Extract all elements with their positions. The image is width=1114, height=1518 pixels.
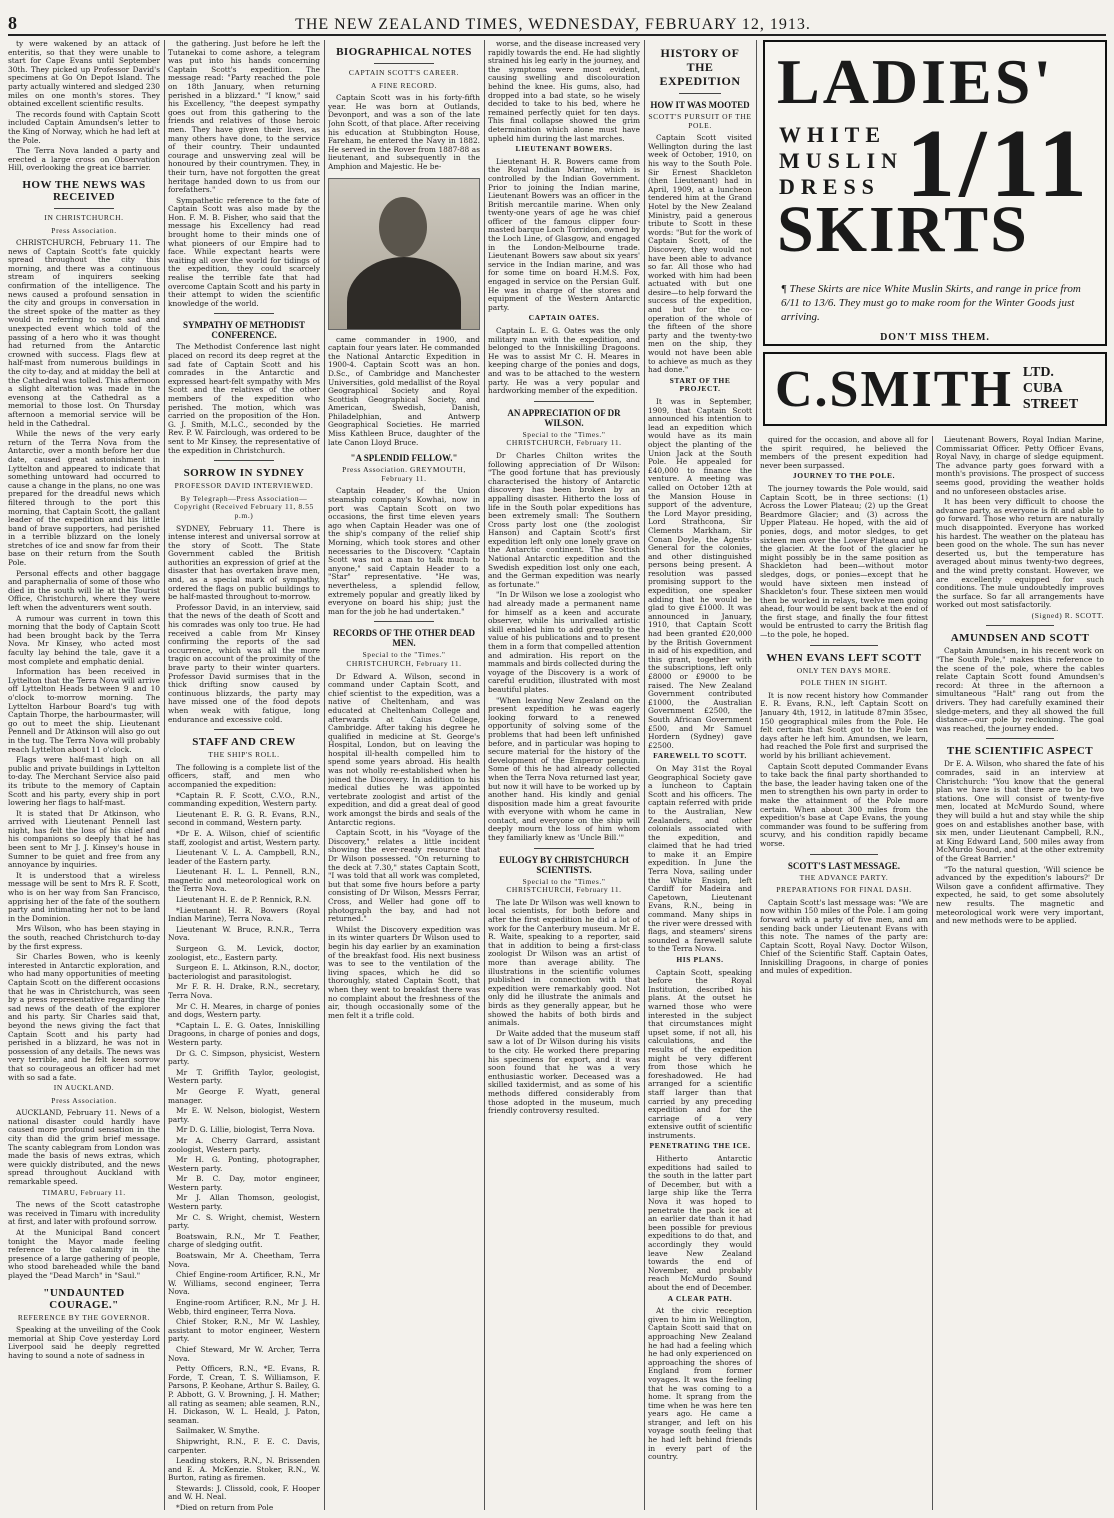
article-text: Captain Amundsen, in his recent work on "The South Pole," makes this reference to the scene of the pole, where the cables relate Captain Scott found Amundsen's record: At three in the afternoon a simultaneous "Halt" rang out from the drivers. They had carefully examined their sledge-meters, and they all showed the full distance—our pole by reckoning. The goal was reached, the journey ended. bbox=[936, 646, 1104, 733]
divider bbox=[54, 208, 115, 209]
crew-entry: Lieutenant V. L. A. Campbell, R.N., leader of the Eastern party. bbox=[168, 848, 320, 866]
headline-splendid-fellow: "A SPLENDID FELLOW." bbox=[350, 453, 458, 464]
subhead: PREPARATIONS FOR FINAL DASH. bbox=[776, 885, 912, 895]
crew-entry: Surgeon G. M. Levick, doctor, zoologist, etc., Eastern party. bbox=[168, 944, 320, 962]
headline-biographical-notes: BIOGRAPHICAL NOTES bbox=[336, 46, 472, 58]
subhead: JOURNEY TO THE POLE. bbox=[792, 471, 896, 481]
headline-appreciation-wilson: AN APPRECIATION OF DR WILSON. bbox=[507, 407, 621, 428]
ad-line-muslin: MUSLIN bbox=[779, 148, 904, 173]
subhead: A FINE RECORD. bbox=[370, 80, 438, 90]
article-text: Sir Charles Bowen, who is keenly interested in Antarctic exploration, and who had many opportunities of meeting Captain Scott on the different occasions that he was in Christchurch, was seen by a press representative regarding the sad news of the death of the explorer and his party. Sir Charles said that, beyond the news giving the fact that Captain Scott and his party had perished in a blizzard, he was not in possession of any details. The news was very terrible, and he felt keen sorrow that so courageous an officer had met with so sad a fate. bbox=[8, 952, 160, 1082]
crew-entry: Leading stokers, R.N., N. Brissenden and E. A. McKenzie. Stoker, R.N., W. Burton, rating as firemen. bbox=[168, 1456, 320, 1483]
article-text: Information has been received in Lyttelton that the Terra Nova will arrive off Lyttelton Heads between 9 and 10 o'clock to-morrow morning. The Lyttelton Harbour Board's tug with Captain Thorpe, the harbourmaster, will go out to meet the ship. Lieutenant Pennell and Dr Atkinson will also go out in the tug. The Terra Nova will probably reach Lyttelton about 11 o'clock. bbox=[8, 667, 160, 754]
column-rule bbox=[932, 436, 933, 1510]
crew-entry: *Captain L. E. G. Oates, Inniskilling Dragoons, in charge of ponies and dogs, Western party. bbox=[168, 1020, 320, 1047]
article-text: It was in September, 1909, that Captain Scott announced his intention to lead an expedition which would have as its main object the planting of the Union Jack at the South Pole. He appealed for £40,000 to finance the venture. A meeting was called on October 12th at the Mansion House in support of the adventure, the Lord Mayor presiding, Lord Strathcona, Sir Clements Markham, Sir Conan Doyle, the Agents-General for the colonies, and other distinguished persons being present. A resolution was passed promising support to the expedition, one speaker adding that he would be glad to give £1000. It was announced in January, 1910, that Captain Scott had been granted £20,000 by the British Government in aid of his expedition, and this grant, together with the subscriptions, left only £8000 or £9000 to be raised. The New Zealand Government contributed £1000, the Australian Government £2500, the South African Government £500, and Mr Samuel Hordern (Sydney) gave £2500. bbox=[648, 397, 752, 750]
article-text: It has been very difficult to choose the advance party, as everyone is fit and able to go forward. Those who return are naturally much disappointed. Everyone has worked his hardest. The weather on the plateau has been good on the whole. The sun has never deserted us, but the temperature has averaged about minus twenty-two degrees, and the wind pretty constant. However, we are excellently equipped for such conditions. The mule undoubtedly improves the surface. So far all arrangements have worked out most satisfactorily. bbox=[936, 497, 1104, 610]
article-text: Captain Scott's last message was: "We are now within 150 miles of the Pole. I am going forward with a party of five men, and am sending back under Lieutenant Evans with this note. The names of the party are: Captain Scott, Royal Navy. Doctor Wilson, Chief of the Scientific Staff. Captain Oates, Inniskilling Dragoons, in charge of ponies and mules of expedition. bbox=[760, 897, 928, 976]
article-text: It is stated that Dr Atkinson, who arrived with Lieutenant Pennell last night, has felt the loss of his chief and his companions so deeply that he has been sent to Mr J. J. Kinsey's house in Sumner to be quiet and free from any annoyance by inquiries. bbox=[8, 808, 160, 870]
headline-other-dead-men: RECORDS OF THE OTHER DEAD MEN. bbox=[332, 628, 476, 649]
article-text: It is understood that a wireless message will be sent to Mrs R. F. Scott, who is on her way from San Francisco, apprising her of the fate of the southern party and intimating her not to be land in the Dominion. bbox=[8, 870, 160, 923]
byline: Special to the "Times." CHRISTCHURCH, February 11. bbox=[506, 876, 622, 895]
ad-store-street-2: STREET bbox=[1022, 397, 1079, 412]
headline-evans-left-scott: WHEN EVANS LEFT SCOTT bbox=[766, 651, 922, 664]
article-text: While the news of the very early return of the Terra Nova from the Antarctic, over a month before her due date, caused great astonishment in Lyttelton and appeared to indicate that something untoward had occurred to cause a change in the plans, no one was prepared for the dreadful news which filtered through to the port this morning, that Captain Scott, the gallant leader of the expedition and his little band of brave supporters, had perished in a terrible blizzard on the lonely stretches of ice and snow far from their base on their return from the South Pole. bbox=[8, 429, 160, 568]
crew-entry: Mr J. Allan Thomson, geologist, Western party. bbox=[168, 1193, 320, 1212]
byline: Press Association. GREYMOUTH, February 11. bbox=[342, 465, 466, 483]
article-text: Captain Header, of the Union steamship company's Kowhai, now in port was Captain Scott on two occasions, the first time eleven years ago when Captain Header was one of the ship's company of the relief ship Morning, which took stores and other necessaries to the Discovery. "Captain Scott was not a man to talk much to anyone," said Captain Header to a "Star" representative. "He was, nevertheless, a splendid fellow, extremely popular and greatly liked by everyone on board his ship; just the man for the job he had undertaken." bbox=[328, 486, 480, 616]
article-text: Lieutenant H. R. Bowers came from the Royal Indian Marine, which is controlled by the Indian Government. Prior to joining the Indian marine, Lieutenant Bowers was an officer in the British mercantile marine. When only twenty-one years of age he was chief officer of the famous clipper four-masted barque Loch Torridon, owned by the Loch Line, of Glasgow, and engaged in the London-Melbourne trade. Lieutenant Bowers saw about six years' service in the Indian marine, and was for some time on board H.M.S. Fox, engaged in service on the Persian Gulf. He was in charge of the stores and equipment of the Western Antarctic party. bbox=[488, 156, 640, 312]
crew-entry: Mr C. S. Wright, chemist, Western party. bbox=[168, 1212, 320, 1231]
crew-entry: Mr H. G. Ponting, photographer, Western party. bbox=[168, 1155, 320, 1173]
crew-entry: Boatswain, Mr A. Cheetham, Terra Nova. bbox=[168, 1251, 320, 1269]
article-text: "To the natural question, 'Will science be advanced by the expedition's labours?' Dr Wilson gave a confident affirmative. They expected, he said, to get some absolutely new results. The magnetic and meteorological work were very important, and new methods were to be applied. bbox=[936, 864, 1104, 926]
article-text: The journey towards the Pole would, said Captain Scott, be in three sections: (1) Across the Lower Plateau; (2) up the Great Beardmore Glacier; and (3) across the Upper Plateau. He hoped, with the aid of ponies, dogs, and motor sledges, to get sixteen men over the Lower Plateau and up the glacier. At the foot of the glacier he might possibly be in the same position as Shackleton had been—without motor sledges, dogs, or ponies—except that he would have sixteen men instead of Shackleton's four. These sixteen men would then be worked in relays, twelve men going ahead, four would be sent back at the end of the first stage, and finally the four fittest would be entrusted to carry the British flag—to the pole, he hoped. bbox=[760, 483, 928, 640]
ad-tagline: DON'T MISS THEM. bbox=[880, 332, 990, 343]
column-rule bbox=[756, 40, 757, 1510]
column-2 bbox=[168, 40, 320, 1510]
article-text: At the Municipal Band concert tonight the Mayor made feeling reference to the calamity in the presence of a large gathering of people, who stood bareheaded while the band played the "Dead March" in "Saul." bbox=[8, 1228, 160, 1280]
subhead: THE SHIP'S ROLL. bbox=[208, 750, 280, 760]
article-text: Dr Waite added that the museum staff saw a lot of Dr Wilson during his visits to the city. He worked there preparing his specimens for export, and it was soon found that he was a very enthusiastic worker. Deceased was a skilled taxidermist, and as some of his methods differed considerably from those adopted in the museum, much friendly controversy resulted. bbox=[488, 1028, 640, 1116]
subhead: REFERENCE BY THE GOVERNOR. bbox=[17, 1312, 151, 1322]
ad-store-name: C.SMITH bbox=[775, 360, 1013, 418]
crew-entry: Mr A. Cherry Garrard, assistant zoologist, Western party. bbox=[168, 1135, 320, 1154]
byline: By Telegraph—Press Association—Copyright (Received February 11, 8.55 p.m.) bbox=[174, 493, 314, 520]
headline-last-message: SCOTT'S LAST MESSAGE. bbox=[787, 860, 901, 871]
crew-entry: Mr George F. Wyatt, general manager. bbox=[168, 1086, 320, 1105]
subhead: CAPTAIN SCOTT'S CAREER. bbox=[348, 68, 460, 77]
subhead: POLE THEN IN SIGHT. bbox=[800, 678, 888, 688]
crew-entry: Stewards: J. Clissold, cook, F. Hooper and W. H. Neal. bbox=[168, 1483, 320, 1502]
column-7 bbox=[936, 436, 1104, 1510]
subhead: LIEUTENANT BOWERS. bbox=[515, 144, 613, 154]
article-text: The Methodist Conference last night placed on record its deep regret at the sad fate of Captain Scott and his comrades in the Antarctic and expressed heart-felt sympathy with Mrs Scott and the relatives of the other members of the expedition who perished. The motion, which was carried on the proposition of the Hon. G. J. Smith, M.L.C., seconded by the Rev. P. W. Fairclough, was ordered to be sent to Mr Kinsey, the representative of the expedition in Christchurch. bbox=[168, 342, 320, 455]
divider bbox=[214, 460, 275, 461]
article-text: Flags were half-mast high on all public and private buildings in Lyttelton to-day. The Merchant Service also paid its tribute to the memory of Captain Scott and his party, every ship in port lowering her flags to half-mast. bbox=[8, 755, 160, 808]
article-text: The following is a complete list of the officers, staff, and men who accompanied the expedition: bbox=[168, 762, 320, 789]
newspaper-title: THE NEW ZEALAND TIMES, WEDNESDAY, FEBRUARY 12, 1913. bbox=[295, 16, 811, 33]
crew-entry: Shipwright, R.N., F. E. C. Davis, carpenter. bbox=[168, 1436, 320, 1455]
byline: Press Association. bbox=[51, 225, 117, 235]
crew-entry: Sailmaker, W. Smythe. bbox=[176, 1426, 260, 1436]
ad-store-ltd: LTD. bbox=[1022, 365, 1054, 380]
crew-entry: Mr D. G. Lillie, biologist, Terra Nova. bbox=[176, 1125, 315, 1135]
subhead: SCOTT'S PURSUIT OF THE POLE. bbox=[648, 112, 752, 130]
crew-entry: *Lieutenant H. R. Bowers (Royal Indian Marine), Terra Nova. bbox=[168, 905, 320, 924]
crew-entry: Mr C. H. Meares, in charge of ponies and dogs, Western party. bbox=[168, 1001, 320, 1020]
divider bbox=[810, 854, 877, 855]
headline-staff-crew: STAFF AND CREW bbox=[192, 736, 296, 749]
crew-entry: Engine-room Artificer, R.N., Mr J. H. Webb, third engineer, Terra Nova. bbox=[168, 1298, 320, 1316]
divider bbox=[810, 645, 877, 646]
masthead bbox=[8, 8, 1106, 36]
signature: (Signed) R. SCOTT. bbox=[1031, 610, 1104, 620]
article-text: quired for the occasion, and above all for the spirit required, he believed the members of the present expedition had never been surpassed. bbox=[760, 436, 928, 470]
subhead: CAPTAIN OATES. bbox=[528, 313, 600, 323]
divider bbox=[534, 848, 595, 849]
ad-line-white: WHITE bbox=[779, 122, 887, 147]
article-text: "In Dr Wilson we lose a zoologist who had already made a permanent name for himself as a keen and accurate observer, while his unrivalled artistic skill enabled him to add greatly to the value of his publications and to present them in a form that compelled attention and admiration. His report on the mammals and birds collected during the voyage of the Discovery is a work of careful erudition, illustrated with most beautiful plates. bbox=[488, 590, 640, 694]
article-text: CHRISTCHURCH, February 11. The news of Captain Scott's fate quickly spread throughout the city this morning, and there was a continuous stream of inquirers seeking confirmation of the intelligence. The news caused a profound sensation in the city and groups in conversation in the street spoke of the matter as they would in referring to some sad and unexpected event which told of the passing of a hero who it was thought had returned from the Antarctic crowned with success. Flags flew at half-mast from numerous buildings in the city to-day, and at midday the bell at the Cathedral was tolled. This afternoon a slight alteration was made in the evensong at the Cathedral as a memorial to those lost. On Thursday afternoon a memorial service will be held in the Cathedral. bbox=[8, 238, 160, 428]
crew-entry: Dr G. C. Simpson, physicist, Western party. bbox=[168, 1048, 320, 1067]
headline-undaunted-courage: "UNDAUNTED COURAGE." bbox=[43, 1286, 125, 1311]
page-number: 8 bbox=[8, 13, 18, 33]
column-6 bbox=[760, 436, 928, 1510]
divider bbox=[214, 313, 275, 314]
article-text: Whilst the Discovery expedition was in its winter quarters Dr Wilson used to begin his day earlier by an examination of the breakfast food. His next business was to see to the ventilation of the living spaces, which he did so thoroughly, stated Captain Scott, that when they went to breakfast there was no complaint about the freshness of the air, though occasionally some of the men felt it a trifle cold. bbox=[328, 924, 480, 1020]
article-text: "When leaving New Zealand on the present expedition he was eagerly looking forward to a renewed opportunity of solving some of the problems that had been left unfinished before, and in particular was hoping to secure material for the history of the development of the Emperor penguin. Some of this he had already collected when the Terra Nova returned last year, but now it will have to be worked up by another hand. His kindly and genial disposition made him a great favourite with everyone with whom he came in contact, and everyone on the ship will deeply mourn the loss of him whom they familiarly knew as 'Uncle Bill.'" bbox=[488, 695, 640, 843]
crew-entry: Surgeon E. L. Atkinson, R.N., doctor, bacteriologist and parasitologist. bbox=[168, 963, 320, 981]
subhead: A CLEAR PATH. bbox=[667, 1293, 733, 1303]
article-text: The late Dr Wilson was well known to local scientists, for both before and after the first expedition he did a lot of work for the Canterbury museum. Mr E. R. Waite, speaking to a reporter, said that in addition to being a first-class zoologist Dr Wilson was an artist of more than average ability. The illustrations in the scientific volumes published in connection with that expedition were remarkably good. Not only did he illustrate the animals and birds as they generally appear, but he showed the habits of both birds and animals. bbox=[488, 897, 640, 1028]
crew-entry: *Captain R. F. Scott, C.V.O., R.N., commanding expedition, Western party. bbox=[168, 790, 320, 809]
ad-skirts: SKIRTS bbox=[777, 193, 1029, 266]
subhead: PROFESSOR DAVID INTERVIEWED. bbox=[174, 481, 314, 491]
column-rule bbox=[164, 40, 165, 1510]
article-text: Professor David, in an interview, said that the news of the death of Scott and his comrades was only too true. He had received a cable from Mr Kinsey confirming the reports of the sad occurrence, which was all the more tragic on account of the proximity of the brave party to their winter quarters. Professor David surmises that in the thick drifting snow caused by continuous blizzards, the party may have missed one of the food depots when weak with fatigue, long endurance and excessive cold. bbox=[168, 602, 320, 724]
article-text: Dr Edward A. Wilson, second in command under Captain Scott, and chief scientist to the expedition, was a native of Cheltenham, and was educated at Cheltenham College and afterwards at Caius College, Cambridge. After taking his degree he qualified in medicine at St. George's Hospital, London, but on leaving the hospital ill-health compelled him to spend some years abroad. His health was not wholly re-established when he joined the Discovery. In addition to his medical duties he was appointed vertebrate zoologist and artist of the expedition, and did a great deal of good work amongst the birds and seals of the Antarctic regions. bbox=[328, 671, 480, 827]
headline-amundsen-scott: AMUNDSEN AND SCOTT bbox=[950, 632, 1090, 645]
article-text: Captain Scott, speaking before the Royal Institution, described his plans. At the outset he warned those who were interested in the subject that circumstances might upset some, if not all, his calculations, and the results of the expedition might be very different from those which he foreshadowed. He had arranged for a scientific staff larger than that carried by any preceding expedition and for the carriage of a very extensive outfit of scientific instruments. bbox=[648, 967, 752, 1140]
crew-entry: Petty Officers, R.N., *E. Evans, R. Forde, T. Crean, T. S. Williamson, F. Parsons, P. Keohane, Arthur S. Bailey, G. P. Abbott, G. V. Browning, J. H. Mather; all rating as seamen; able seamen, R.N., H. Dickason, W. L. Heald, J. Paton, seaman. bbox=[168, 1364, 320, 1425]
ad-line-dress: DRESS bbox=[779, 174, 880, 199]
subhead: PENETRATING THE ICE. bbox=[649, 1141, 751, 1151]
ad-ladies-skirts bbox=[763, 40, 1107, 346]
column-rule bbox=[324, 40, 325, 1510]
column-3 bbox=[328, 40, 480, 1510]
subhead: IN CHRISTCHURCH. bbox=[44, 212, 124, 222]
article-text: Mrs Wilson, who has been staying in the south, reached Christchurch to-day by the first express. bbox=[8, 924, 160, 951]
subhead: THE ADVANCE PARTY. bbox=[799, 872, 889, 882]
crew-entry: Lieutenant W. Bruce, R.N.R., Terra Nova. bbox=[168, 924, 320, 943]
crew-entry: Mr T. Griffith Taylor, geologist, Western party. bbox=[168, 1067, 320, 1086]
column-rule bbox=[484, 40, 485, 1510]
article-text: On May 31st the Royal Geographical Society gave a luncheon to Captain Scott and his officers. The captain referred with pride to the Australian, New Zealanders, and other colonials associated with the expedition, and claimed that he had tried to make it an Empire expedition. In June the Terra Nova, sailing under the White Ensign, left Cardiff for Madeira and Capetown, Lieutenant Evans, R.N., being in command. Many ships in the river were dressed with flags, and steamers' sirens sounded a farewell salute to the Terra Nova. bbox=[648, 763, 752, 954]
column-rule bbox=[644, 40, 645, 1510]
article-text: A rumour was current in town this morning that the body of Captain Scott had been brought back by the Terra Nova. Mr Kinsey, who acted most faculty lay behind the tale, gave it a most complete and emphatic denial. bbox=[8, 613, 160, 666]
divider bbox=[214, 729, 275, 730]
divider bbox=[986, 738, 1053, 739]
article-text: worse, and the disease increased very rapidly towards the end. He had slightly strained his leg early in the journey, and the symptoms were most evident, causing swelling and discolouration behind the knee. His gums, also, had dropped into a bad state, so he wisely decided to take to his bed, where he remained perfectly quiet for ten days. This final collapse showed the grim determination which alone must have upheld him during the last marches. bbox=[488, 40, 640, 143]
crew-entry: Mr B. C. Day, motor engineer, Western party. bbox=[168, 1174, 320, 1192]
crew-entry: Lieutenant H. L. L. Pennell, R.N., magnetic and meteorological work on the Terra Nova. bbox=[168, 867, 320, 894]
crew-entry: Lieutenant H. E. de P. Rennick, R.N. bbox=[176, 895, 312, 905]
ad-blurb: ¶ These Skirts are nice White Muslin Skirts, and range in price from 6/11 to 13/6. They must go to make room for the Winter Goods just arriving. bbox=[781, 283, 1081, 323]
ad-store-address bbox=[1013, 365, 1078, 413]
headline-history-expedition: HISTORY OF THE EXPEDITION bbox=[659, 46, 741, 88]
headline-methodist: SYMPATHY OF METHODIST CONFERENCE. bbox=[182, 320, 305, 341]
article-text: At the civic reception given to him in Wellington, Captain Scott said that on approaching New Zealand he had had a feeling which he had only experienced on approaching the shores of England from former voyages. It was the feeling that he was coming to a home. It sprang from the time when he was here ten years ago. He came a stranger, and left on his voyage south feeling that he had left behind friends in every part of the country. bbox=[648, 1306, 752, 1462]
crew-entry: Chief Stoker, R.N., Mr W. Lashley, assistant to motor engineer, Western party. bbox=[168, 1317, 320, 1344]
crew-entry: Chief Engine-room Artificer, R.N., Mr W. Williams, second engineer, Terra Nova. bbox=[168, 1270, 320, 1297]
article-text: Dr E. A. Wilson, who shared the fate of his comrades, said in an interview at Christchurch: "You know that the general plan we have is that there are to be two stations. One will consist of twenty-five men, located at McMurdo Sound, where they will build a hut and stay while the ship goes on and establishes another base, with six men, under Lieutenant Campbell, R.N., at King Edward Land, 500 miles away from McMurdo Sound, and at the other extremity of the Great Barrier." bbox=[936, 759, 1104, 863]
article-text: AUCKLAND, February 11. News of a national disaster could hardly have caused more profound sensation in the city than did the grim brief message. The scanty cablegram from London was made the basis of news extras, which were quickly distributed, and the news spread throughout Auckland with remarkable speed. bbox=[8, 1108, 160, 1187]
article-text: Captain L. E. G. Oates was the only military man with the expedition, and belonged to the Inniskilling Dragoons. He was to assist Mr C. H. Meares in keeping charge of the ponies and dogs, and was to be attached to the western party. He was a very popular and hardworking member of the expedition. bbox=[488, 326, 640, 396]
ad-headline: LADIES' bbox=[777, 46, 1055, 117]
subhead: HIS PLANS. bbox=[676, 955, 724, 964]
article-text: The Terra Nova landed a party and erected a large cross on Observation Hill, overlooking the great ice barrier. bbox=[8, 146, 160, 173]
crew-entry: Boatswain, R.N., Mr T. Feather, charge of sledging outfit. bbox=[168, 1231, 320, 1250]
article-text: Captain Scott visited Wellington during the last week of October, 1910, on his way to the South Pole. Sir Ernest Shackleton (then Lieutenant) had in April, 1909, at a luncheon tendered him at the Grand Hotel by the New Zealand Ministry, paid a generous tribute to Scott in these words: "But for the work of Captain Scott, of the Discovery, they would not have been able to advance so far. All those who had worked with him had been actuated with but one desire—to help forward the success of the expedition, and but for the co-operation of the whole of the fifteen of the shore party and the twenty-two men on the ship, they would not have been able to achieve as much as they had done." bbox=[648, 133, 752, 375]
divider bbox=[374, 621, 435, 622]
ad-store-street-1: CUBA bbox=[1022, 381, 1063, 396]
article-text: Hitherto Antarctic expeditions had sailed to the south in the latter part of December, but with a large ship like the Terra Nova it was hoped to penetrate the pack ice at an earlier date than it had been possible for previous expeditions to do that, and accordingly they would leave New Zealand towards the end of November, and probably reach McMurdo Sound about the end of December. bbox=[648, 1154, 752, 1292]
article-text: Captain Scott deputed Commander Evans to take back the final party shorthanded to the base, the leader having taken one of the men to strengthen his own party in order to make the attainment of the Pole more certain. When about 300 miles from the expedition's base at Cape Evans, the young commander was found to be suffering from scurvy, and his condition rapidly became worse. bbox=[760, 761, 928, 848]
article-text: came commander in 1900, and captain four years later. He commanded the National Antarctic Expedition in 1900-4. Captain Scott was an hon. D.Sc., of Cambridge and Manchester Universities, gold medallist of the Royal Geographical Society and Royal Scottish Geographical Society, and American, Swedish, Danish, Philadelphian, and Antwerp Geographical Societies. He married Miss Kathleen Bruce, daughter of the late Canon Lloyd Bruce. bbox=[328, 334, 480, 447]
byline: Press Association. bbox=[51, 1095, 117, 1105]
article-text: SYDNEY, February 11. There is intense interest and universal sorrow at the story of Scott. The State Government cabled the British authorities an expression of grief at the disaster that has overtaken brave men, and, as a special mark of sympathy, ordered the flags on public buildings to be half-masted throughout to-morrow. bbox=[168, 523, 320, 602]
ad-lines bbox=[779, 122, 903, 200]
article-text: the gathering. Just before he left the Tutanekai to come ashore, a telegram was put into his hands concerning Captain Scott's expedition. The message read: "Party reached the pole on 18th January, when returning perished in a blizzard." "I know," said his Excellency, "the deepest sympathy goes out from this gathering to the friends and relatives of those heroic men. They have given their lives, as many others have done, to the service of their country. Their undaunted courage and unswerving zeal will be honoured by their countrymen. They, in their turn, have not forgotten the great heritage handed down to us from our forefathers." bbox=[168, 40, 320, 195]
article-text: Dr Charles Chilton writes the following appreciation of Dr Wilson: "The good fortune that has previously characterised the history of Antarctic discovery has been broken by an appalling disaster. Hitherto the loss of life in the South polar expeditions has been extremely small: The Southern Cross party lost one (the zoologist Hanson) and Captain Scott's first expedition left only one lonely grave on the Antarctic continent. The Scottish National Antarctic expedition and the Swedish expedition lost only one each, and the German expedition was nearly as fortunate." bbox=[488, 450, 640, 589]
article-text: Captain Scott, in his "Voyage of the Discovery," relates a little incident showing the ever-ready resource that Dr Wilson possessed. "On returning to the deck at 7.30," states Captain Scott, "I was told that all work was completed, but that some five hours before a party consisting of Dr Wilson, Messrs Ferrar, Cross, and Weller had gone off to photograph the bay, and had not returned." bbox=[328, 828, 480, 924]
ad-c-smith bbox=[763, 352, 1107, 426]
subhead: ONLY TEN DAYS MORE. bbox=[796, 665, 892, 675]
subhead: IN AUCKLAND. bbox=[53, 1083, 115, 1093]
headline-eulogy: EULOGY BY CHRISTCHURCH SCIENTISTS. bbox=[499, 854, 629, 875]
article-text: Personal effects and other baggage and paraphernalia of some of those who died in the south will lie at the Tourist Office, Christchurch, where they were left when the adventurers went south. bbox=[8, 568, 160, 613]
article-text: The news of the Scott catastrophe was received in Timaru with incredulity at first, and later with profound sorrow. bbox=[8, 1200, 160, 1227]
column-1 bbox=[8, 40, 160, 1510]
column-4 bbox=[488, 40, 640, 1510]
ad-price: 1/11 bbox=[906, 110, 1091, 218]
divider bbox=[374, 63, 435, 64]
article-text: Sympathetic reference to the fate of Captain Scott was also made by the Hon. F. M. B. Fisher, who said that the message his Excellency had read brought home to their minds one of what pioneers of our Empire had to face. While expectant hearts were waiting all over the world for tidings of the expedition, they could scarcely realise the terrible fate that had overcome Captain Scott and his party in their attempt to widen the scientific knowledge of the world. bbox=[168, 195, 320, 308]
headline-news-received: HOW THE NEWS WAS RECEIVED bbox=[22, 178, 146, 203]
article-text: Speaking at the unveiling of the Cook memorial at Ship Cove yesterday Lord Liverpool said he deeply regretted having to sound a note of sadness in bbox=[8, 1325, 160, 1360]
divider bbox=[986, 625, 1053, 626]
crew-entry: Mr E. W. Nelson, biologist, Western party. bbox=[168, 1106, 320, 1124]
article-text: Captain Scott was in his forty-fifth year. He was born at Outlands, Devonport, and was a son of the late John Scott, of that place. After receiving his education at Stubbington House, Fareham, he entered the Navy in 1882. He served in the Rover from 1887-88 as lieutenant, and subsequently in the Amphion and Majestic. He be- bbox=[328, 93, 480, 171]
headline-sorrow-sydney: SORROW IN SYDNEY bbox=[183, 467, 305, 480]
divider bbox=[534, 401, 595, 402]
crew-entry: Lieutenant E. R. G. R. Evans, R.N., second in command, Western party. bbox=[168, 809, 320, 828]
byline: Special to the "Times." CHRISTCHURCH, February 11. bbox=[506, 429, 622, 448]
article-text: The records found with Captain Scott included Captain Amundsen's letter to the King of Norway, which he had left at the Pole. bbox=[8, 109, 160, 145]
crew-entry: Mr F. R. H. Drake, R.N., secretary, Terra Nova. bbox=[168, 982, 320, 1000]
article-text: It is now recent history how Commander E. R. Evans, R.N., left Captain Scott on January 4th, 1912, in latitude 87min 35sec, 150 geographical miles from the Pole. He felt certain that Scott got to the Pole ten days after he left him. Amundsen, we learn, had reached the Pole first and surprised the world by his brilliant achievement. bbox=[760, 690, 928, 760]
divider bbox=[679, 93, 721, 94]
article-text: Lieutenant Bowers, Royal Indian Marine, Commissariat Officer. Petty Officer Evans, Royal Navy, in charge of sledge equipment. The advance party goes forward with a month's provisions. The prospect of success seems good, providing the weather holds and no unforeseen obstacles arise. bbox=[936, 436, 1104, 496]
crew-entry: *Dr E. A. Wilson, chief of scientific staff, zoologist and artist, Western party. bbox=[168, 828, 320, 847]
subhead: TIMARU, February 11. bbox=[42, 1187, 126, 1197]
crew-footnote: *Died on return from Pole bbox=[176, 1503, 274, 1510]
crew-entry: Chief Steward, Mr W. Archer, Terra Nova. bbox=[168, 1344, 320, 1363]
subhead: START OF THE PROJECT. bbox=[669, 375, 731, 394]
captain-scott-portrait bbox=[328, 178, 480, 330]
column-5 bbox=[648, 40, 752, 1510]
headline-how-mooted: HOW IT WAS MOOTED bbox=[650, 100, 750, 110]
byline: Special to the "Times." CHRISTCHURCH, February 11. bbox=[346, 650, 462, 668]
article-text: ty were wakened by an attack of enteritis, so that they were unable to start for Cape Evans until September 30th. They picked up Professor David's specimens at Go On Depot Island. The party actually wintered and sledged 230 miles on one month's stores. They obtained excellent scientific results. bbox=[8, 40, 160, 109]
headline-scientific-aspect: THE SCIENTIFIC ASPECT bbox=[946, 745, 1094, 758]
subhead: FAREWELL TO SCOTT. bbox=[653, 751, 747, 761]
